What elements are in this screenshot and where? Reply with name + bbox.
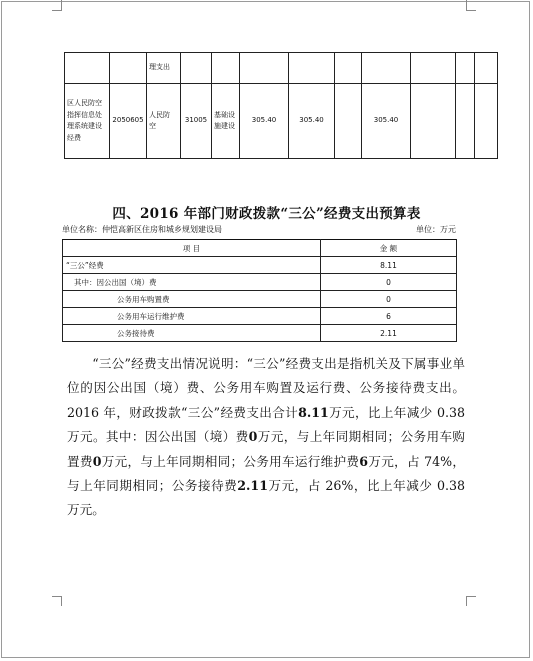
crop-mark	[52, 10, 62, 11]
paragraph-text	[67, 352, 465, 523]
table-cell	[147, 53, 181, 84]
crop-mark	[61, 596, 62, 606]
cell-text: 区人民防空指挥信息处理系统建设经费	[67, 99, 102, 142]
table-cell	[475, 84, 498, 159]
crop-mark	[466, 596, 476, 597]
unit-row	[62, 224, 456, 235]
table-cell	[65, 84, 110, 159]
reception-value: 2.11	[237, 478, 268, 494]
total-value: 8.11	[298, 404, 329, 420]
table-cell	[335, 53, 362, 84]
abroad-value: 0	[248, 429, 258, 445]
table-cell	[411, 53, 456, 84]
row-value: 8.11	[321, 257, 457, 274]
table-header-row	[63, 240, 457, 257]
cell-text: 理支出	[149, 63, 170, 72]
table-cell	[110, 53, 147, 84]
text-span: “三公”经费支出情况说明：“三公”经费支出是指机关及下属事业单位的因公出国（境）费、公务用车购置及运行费、公务接待费支出。2016 年，财政拨款“三公”经费支出合计	[67, 356, 465, 420]
row-label: 公务用车运行维护费	[63, 308, 321, 325]
row-label: 其中：因公出国（境）费	[63, 274, 321, 291]
table-cell	[411, 84, 456, 159]
table-cell: 2050605	[110, 84, 147, 159]
maintenance-value: 6	[359, 453, 369, 469]
text-span: 万元，比上年减少 0.38 万元。其中：因公出国（境）费	[67, 404, 465, 445]
table-row	[63, 325, 457, 342]
table-cell	[289, 53, 335, 84]
table-row	[63, 308, 457, 325]
table-cell	[456, 84, 475, 159]
three-public-table	[62, 239, 457, 342]
header-item: 项 目	[63, 240, 321, 257]
section-title: 四、2016 年部门财政拨款“三公”经费支出预算表	[112, 206, 421, 222]
table-row	[63, 257, 457, 274]
explanation-paragraph	[67, 352, 465, 523]
table-cell: 305.40	[240, 84, 289, 159]
cell-text: 人民防空	[149, 110, 170, 130]
table-cell: 31005	[181, 84, 212, 159]
text-span: 万元，与上年同期相同；公务用车购置费	[67, 429, 466, 469]
header-amount: 金 额	[321, 240, 457, 257]
row-value: 0	[321, 274, 457, 291]
table-cell	[240, 53, 289, 84]
table-cell	[475, 53, 498, 84]
row-value: 0	[321, 291, 457, 308]
crop-mark	[52, 596, 62, 597]
table-cell	[362, 53, 411, 84]
row-value: 2.11	[321, 325, 457, 342]
crop-mark	[466, 10, 476, 11]
table-row	[63, 291, 457, 308]
cell-text: 基础设施建设	[214, 110, 235, 130]
table-cell	[212, 84, 240, 159]
table-cell	[456, 53, 475, 84]
table-cell	[147, 84, 181, 159]
table-cell	[181, 53, 212, 84]
table-cell	[212, 53, 240, 84]
crop-mark	[466, 596, 467, 606]
row-label: 公务用车购置费	[63, 291, 321, 308]
crop-mark	[61, 0, 62, 10]
table-cell: 305.40	[362, 84, 411, 159]
crop-mark	[466, 0, 467, 10]
table-cell	[335, 84, 362, 159]
purchase-value: 0	[92, 453, 102, 469]
text-span: 万元，占 74%，与上年同期相同；公务接待费	[67, 453, 465, 494]
unit-label: 单位：万元	[416, 225, 456, 234]
row-label: 公务接待费	[63, 325, 321, 342]
table-row	[65, 84, 498, 159]
table-row	[63, 274, 457, 291]
budget-detail-table	[64, 52, 498, 159]
row-value: 6	[321, 308, 457, 325]
text-span: 万元，占 26%，比上年减少 0.38 万元。	[67, 478, 466, 518]
table-cell	[65, 53, 110, 84]
table-row	[65, 53, 498, 84]
unit-name: 单位名称：仲恺高新区住房和城乡规划建设局	[62, 225, 222, 234]
row-label: “三公”经费	[63, 257, 321, 274]
text-span: 万元，与上年同期相同；公务用车运行维护费	[101, 453, 360, 469]
table-cell: 305.40	[289, 84, 335, 159]
